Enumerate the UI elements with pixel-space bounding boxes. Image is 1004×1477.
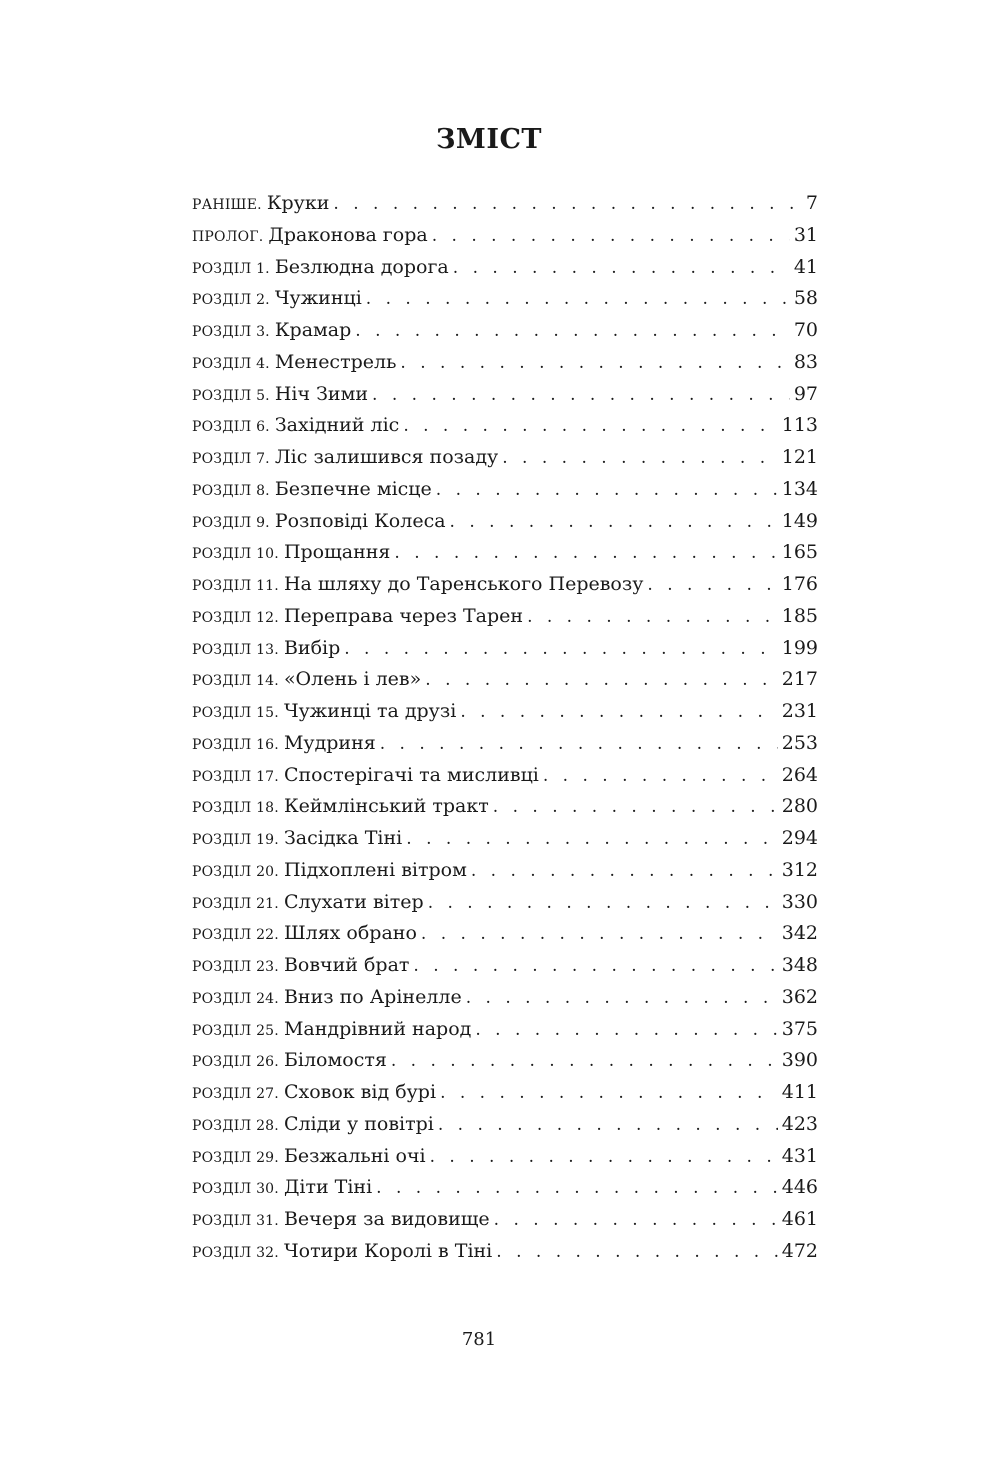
toc-entry-label: РОЗДІЛ 17. <box>192 768 279 785</box>
toc-dot-leader <box>394 543 777 563</box>
toc-entry-label: РОЗДІЛ 8. <box>192 482 270 499</box>
toc-dot-leader <box>475 1020 777 1040</box>
toc-entry-label: РОЗДІЛ 12. <box>192 609 279 626</box>
toc-entry-title: Вечеря за видовище <box>283 1208 490 1230</box>
toc-entry-title: Ніч Зими <box>274 382 369 405</box>
toc-dot-leader <box>450 512 778 532</box>
toc-entry-title: На шляху до Таренського Перевозу <box>283 573 644 595</box>
toc-entry-page: 375 <box>781 1017 818 1040</box>
toc-entry-page: 294 <box>781 827 818 849</box>
toc-entry-title: Чотири Королі в Тіні <box>283 1239 493 1262</box>
toc-entry-page: 97 <box>793 382 818 405</box>
page-number: 781 <box>461 1329 497 1350</box>
toc-entry-label: РОЗДІЛ 23. <box>192 959 279 975</box>
toc-entry-label: РОЗДІЛ 16. <box>192 736 279 753</box>
toc-entry-label: РОЗДІЛ 15. <box>192 705 279 721</box>
toc-dot-leader <box>493 797 778 817</box>
toc-entry-title: Безжальні очі <box>283 1144 426 1167</box>
toc-entry-title: Вовчий брат <box>283 954 410 976</box>
toc-entry-label: РОЗДІЛ 22. <box>192 927 279 944</box>
toc-entry-label: РОЗДІЛ 28. <box>192 1117 279 1134</box>
toc-entry-label: РОЗДІЛ 19. <box>192 832 279 848</box>
toc-entry-label: РОЗДІЛ 24. <box>192 990 279 1007</box>
toc-entry <box>192 1176 818 1208</box>
toc-entry-page: 70 <box>793 319 818 341</box>
toc-entry-title: Драконова гора <box>268 223 428 246</box>
toc-dot-leader <box>466 988 778 1008</box>
toc-entry-page: 134 <box>781 477 818 500</box>
toc-dot-leader <box>647 575 777 595</box>
toc-entry-title: Засідка Тіні <box>283 827 403 849</box>
toc-dot-leader <box>425 670 777 690</box>
toc-entry <box>192 541 818 573</box>
toc-entry-page: 264 <box>781 763 818 786</box>
toc-entry-label: РОЗДІЛ 3. <box>192 324 270 340</box>
toc-entry-page: 312 <box>781 858 818 881</box>
toc-entry <box>192 1049 818 1081</box>
toc-dot-leader <box>391 1051 778 1071</box>
toc-entry <box>192 383 818 415</box>
toc-entry-title: Шлях обрано <box>283 922 417 945</box>
toc-entry-label: РОЗДІЛ 21. <box>192 895 279 912</box>
toc-dot-leader <box>355 321 790 341</box>
toc-entry <box>192 351 818 383</box>
toc-entry-title: Сховок від бурі <box>283 1081 437 1103</box>
toc-entry-page: 280 <box>781 795 818 818</box>
toc-entry-label: РОЗДІЛ 5. <box>192 387 270 404</box>
toc-entry <box>192 573 818 605</box>
toc-entry-title: Кеймлінський тракт <box>283 795 489 818</box>
toc-dot-leader <box>543 766 778 786</box>
toc-dot-leader <box>430 1147 778 1167</box>
toc-entry-title: Вибір <box>283 636 341 659</box>
toc-dot-leader <box>428 893 778 913</box>
toc-entry-page: 149 <box>781 509 818 532</box>
toc-dot-leader <box>440 1083 778 1103</box>
toc-entry-label: РОЗДІЛ 1. <box>192 260 270 277</box>
table-of-contents <box>192 192 818 1272</box>
toc-entry-title: Безлюдна дорога <box>274 255 449 278</box>
toc-entry-page: 423 <box>781 1112 818 1135</box>
toc-entry <box>192 954 818 986</box>
toc-entry-page: 390 <box>781 1049 818 1072</box>
toc-entry <box>192 605 818 637</box>
toc-entry-title: Круки <box>266 192 330 214</box>
toc-entry <box>192 859 818 891</box>
toc-entry-label: РОЗДІЛ 20. <box>192 863 279 880</box>
toc-entry-page: 342 <box>781 922 818 945</box>
toc-entry <box>192 192 818 224</box>
toc-entry-page: 217 <box>781 668 818 691</box>
toc-entry-title: Менестрель <box>274 350 397 373</box>
toc-entry <box>192 827 818 859</box>
toc-entry-title: Переправа через Тарен <box>283 604 524 627</box>
toc-dot-leader <box>460 702 777 722</box>
toc-entry-label: РОЗДІЛ 25. <box>192 1022 279 1039</box>
toc-dot-leader <box>471 861 778 881</box>
toc-entry-title: Біломостя <box>283 1049 387 1072</box>
toc-entry <box>192 510 818 542</box>
toc-entry-page: 461 <box>781 1208 818 1230</box>
toc-entry-title: Сліди у повітрі <box>283 1112 434 1135</box>
toc-dot-leader <box>502 448 778 468</box>
toc-dot-leader <box>438 1115 778 1135</box>
toc-entry <box>192 1208 818 1240</box>
toc-entry <box>192 700 818 732</box>
toc-entry <box>192 319 818 351</box>
toc-entry-title: Розповіді Колеса <box>274 509 446 532</box>
toc-entry-label: РОЗДІЛ 7. <box>192 451 270 467</box>
toc-entry-label: РОЗДІЛ 31. <box>192 1213 279 1229</box>
toc-entry-page: 446 <box>781 1176 818 1199</box>
toc-entry <box>192 986 818 1018</box>
toc-dot-leader <box>432 226 790 246</box>
toc-entry-page: 411 <box>781 1081 818 1103</box>
toc-entry-title: Спостерігачі та мисливці <box>283 763 539 786</box>
toc-entry <box>192 795 818 827</box>
toc-dot-leader <box>403 416 777 436</box>
toc-entry-title: «Олень і лев» <box>283 668 422 691</box>
toc-entry-page: 362 <box>781 985 818 1008</box>
toc-entry-label: РОЗДІЛ 10. <box>192 546 279 563</box>
toc-entry-title: Чужинці <box>274 287 362 310</box>
toc-entry <box>192 224 818 256</box>
toc-entry-title: Підхоплені вітром <box>283 858 467 881</box>
toc-entry-page: 231 <box>781 700 818 722</box>
toc-entry <box>192 1240 818 1272</box>
toc-entry-page: 121 <box>781 446 818 468</box>
toc-entry-page: 41 <box>793 255 818 278</box>
toc-entry-title: Крамар <box>274 319 352 341</box>
toc-dot-leader <box>421 924 778 944</box>
toc-entry-page: 31 <box>793 223 818 246</box>
toc-entry-label: РОЗДІЛ 4. <box>192 355 270 372</box>
toc-entry-page: 83 <box>793 350 818 373</box>
toc-entry-title: Діти Тіні <box>283 1176 373 1199</box>
toc-entry-label: РОЗДІЛ 32. <box>192 1244 279 1261</box>
toc-entry-title: Мудриня <box>283 731 376 754</box>
toc-entry <box>192 1113 818 1145</box>
toc-entry-label: РОЗДІЛ 29. <box>192 1149 279 1166</box>
toc-entry-title: Чужинці та друзі <box>283 700 457 722</box>
toc-entry <box>192 1081 818 1113</box>
page-title: ЗМІСТ <box>435 124 543 155</box>
toc-entry-page: 185 <box>781 604 818 627</box>
toc-entry-page: 165 <box>781 541 818 564</box>
toc-entry-title: Ліс залишився позаду <box>274 446 499 468</box>
toc-dot-leader <box>380 734 778 754</box>
toc-entry-label: РОЗДІЛ 6. <box>192 419 270 436</box>
toc-entry-title: Західний ліс <box>274 414 400 437</box>
toc-entry-page: 7 <box>805 192 818 214</box>
toc-entry-label: РОЗДІЛ 27. <box>192 1086 279 1102</box>
toc-dot-leader <box>376 1178 778 1198</box>
toc-dot-leader <box>527 607 778 627</box>
toc-entry-label: РОЗДІЛ 9. <box>192 514 270 531</box>
toc-dot-leader <box>344 639 777 659</box>
toc-entry-title: Мандрівний народ <box>283 1017 472 1040</box>
toc-entry-page: 472 <box>781 1239 818 1262</box>
toc-entry-label: РОЗДІЛ 26. <box>192 1054 279 1071</box>
toc-entry-label: РОЗДІЛ 30. <box>192 1181 279 1198</box>
toc-entry <box>192 922 818 954</box>
toc-entry-page: 431 <box>781 1144 818 1167</box>
toc-entry <box>192 1145 818 1177</box>
toc-entry-label: РОЗДІЛ 13. <box>192 641 279 658</box>
toc-dot-leader <box>333 194 802 214</box>
toc-dot-leader <box>496 1242 777 1262</box>
toc-entry <box>192 478 818 510</box>
toc-entry-label: РОЗДІЛ 2. <box>192 292 270 309</box>
toc-entry-page: 348 <box>781 954 818 976</box>
toc-dot-leader <box>372 385 790 405</box>
toc-dot-leader <box>400 353 789 373</box>
toc-entry <box>192 446 818 478</box>
toc-entry-label: ПРОЛОГ. <box>192 228 264 245</box>
toc-dot-leader <box>413 956 777 976</box>
toc-entry-page: 176 <box>781 573 818 595</box>
toc-entry <box>192 287 818 319</box>
toc-dot-leader <box>366 289 790 309</box>
toc-entry-page: 58 <box>793 287 818 310</box>
toc-entry-page: 330 <box>781 890 818 913</box>
toc-dot-leader <box>406 829 777 849</box>
toc-entry-label: РОЗДІЛ 14. <box>192 673 279 690</box>
toc-entry <box>192 256 818 288</box>
toc-entry <box>192 1018 818 1050</box>
toc-entry-title: Вниз по Арінелле <box>283 985 462 1008</box>
toc-entry-page: 113 <box>781 414 818 437</box>
toc-dot-leader <box>494 1210 778 1230</box>
toc-entry <box>192 732 818 764</box>
toc-dot-leader <box>436 480 778 500</box>
toc-entry-title: Безпечне місце <box>274 477 432 500</box>
toc-dot-leader <box>453 258 790 278</box>
toc-entry-label: РОЗДІЛ 18. <box>192 800 279 817</box>
toc-entry-label: РАНІШЕ. <box>192 197 262 213</box>
toc-entry <box>192 764 818 796</box>
toc-entry <box>192 637 818 669</box>
toc-entry <box>192 891 818 923</box>
toc-entry-label: РОЗДІЛ 11. <box>192 578 279 594</box>
toc-entry <box>192 414 818 446</box>
toc-entry <box>192 668 818 700</box>
toc-entry-title: Слухати вітер <box>283 890 424 913</box>
toc-entry-page: 253 <box>781 731 818 754</box>
toc-entry-page: 199 <box>781 636 818 659</box>
toc-entry-title: Прощання <box>283 541 391 564</box>
